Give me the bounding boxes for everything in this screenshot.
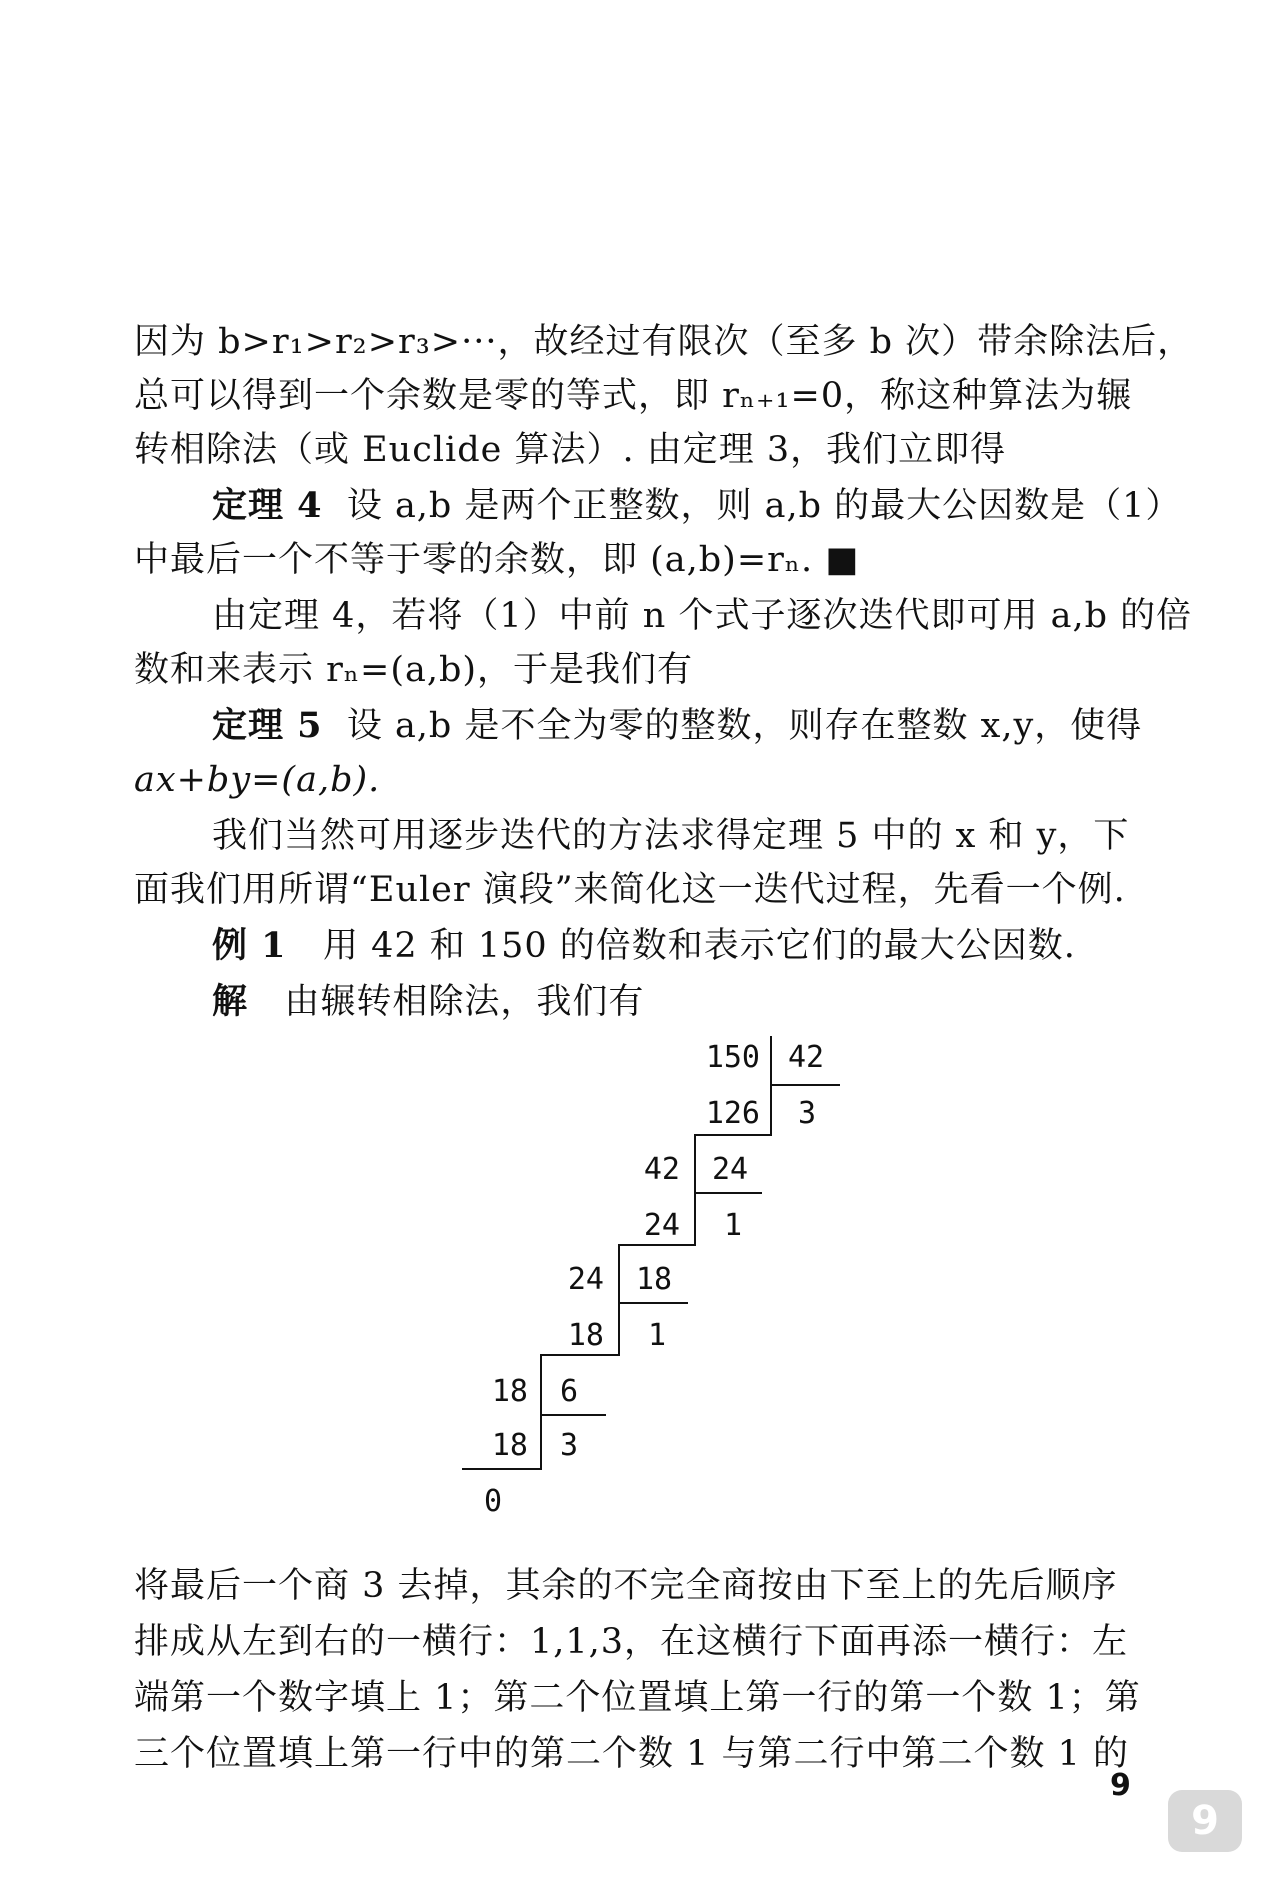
text-line-b2: 排成从左到右的一横行：1,1,3，在这横行下面再添一横行：左	[134, 1622, 1129, 1662]
value-24-b: 24	[567, 1262, 604, 1297]
text-line-9: ax+by=(a,b).	[134, 760, 381, 800]
text-line-6: 由定理 4，若将（1）中前 n 个式子逐次迭代即可用 a,b 的倍	[212, 596, 1193, 636]
text-line-b4: 三个位置填上第一行中的第二个数 1 与第二行中第二个数 1 的	[134, 1734, 1130, 1774]
divider-line-4	[694, 1134, 696, 1244]
text-line-1: 因为 b>r₁>r₂>r₃>···，故经过有限次（至多 b 次）带余除法后，	[134, 322, 1194, 362]
value-42: 42	[643, 1152, 680, 1187]
quotient-3-b: 3	[560, 1428, 579, 1463]
divider-line-10	[540, 1354, 542, 1468]
quotient-1-b: 1	[648, 1318, 667, 1353]
product-18: 18	[567, 1318, 604, 1353]
text-line-2: 总可以得到一个余数是零的等式，即 rₙ₊₁=0，称这种算法为辗	[134, 376, 1133, 416]
divider-line-7	[618, 1244, 620, 1354]
page-number: 9	[1110, 1768, 1131, 1803]
solution-label: 解	[212, 981, 249, 1022]
product-126: 126	[705, 1096, 760, 1131]
text-line-5: 中最后一个不等于零的余数，即 (a,b)=rₙ. ■	[134, 540, 860, 580]
quotient-1: 1	[724, 1208, 743, 1243]
theorem-5-text: 设 a,b 是不全为零的整数，则存在整数 x,y，使得	[346, 706, 1143, 746]
product-18-b: 18	[491, 1428, 528, 1463]
value-6: 6	[560, 1374, 579, 1409]
divider-line-1	[770, 1036, 772, 1136]
remainder-0: 0	[484, 1484, 503, 1519]
value-24: 24	[712, 1152, 749, 1187]
text-line-7: 数和来表示 rₙ=(a,b)，于是我们有	[134, 650, 694, 690]
quotient-3: 3	[798, 1096, 817, 1131]
text-line-3: 转相除法（或 Euclide 算法）. 由定理 3，我们立即得	[134, 430, 1007, 470]
example-1-label: 例 1	[212, 925, 287, 966]
theorem-4-text: 设 a,b 是两个正整数，则 a,b 的最大公因数是（1）	[346, 486, 1182, 526]
text-line-b3: 端第一个数字填上 1；第二个位置填上第一行的第一个数 1；第	[134, 1678, 1141, 1718]
dividend-150: 150	[705, 1040, 760, 1075]
text-line-b1: 将最后一个商 3 去掉，其余的不完全商按由下至上的先后顺序	[134, 1566, 1118, 1606]
value-18-b: 18	[491, 1374, 528, 1409]
text-line-11: 面我们用所谓“Euler 演段”来简化这一迭代过程，先看一个例.	[134, 870, 1126, 910]
example-1-text: 用 42 和 150 的倍数和表示它们的最大公因数.	[322, 926, 1076, 966]
divider-line-5	[696, 1192, 762, 1194]
page-badge: 9	[1168, 1790, 1242, 1852]
divisor-42: 42	[788, 1040, 825, 1075]
divider-line-12	[462, 1468, 542, 1470]
product-24: 24	[643, 1208, 680, 1243]
divider-line-6	[618, 1244, 696, 1246]
value-18: 18	[636, 1262, 673, 1297]
divider-line-8	[620, 1302, 688, 1304]
theorem-4-label: 定理 4	[212, 485, 323, 526]
text-line-10: 我们当然可用逐步迭代的方法求得定理 5 中的 x 和 y，下	[212, 816, 1130, 856]
divider-line-11	[542, 1414, 606, 1416]
theorem-5-label: 定理 5	[212, 705, 323, 746]
divider-line-3	[694, 1134, 772, 1136]
solution-text: 由辗转相除法，我们有	[284, 982, 645, 1022]
divider-line-2	[772, 1084, 840, 1086]
divider-line-9	[540, 1354, 620, 1356]
